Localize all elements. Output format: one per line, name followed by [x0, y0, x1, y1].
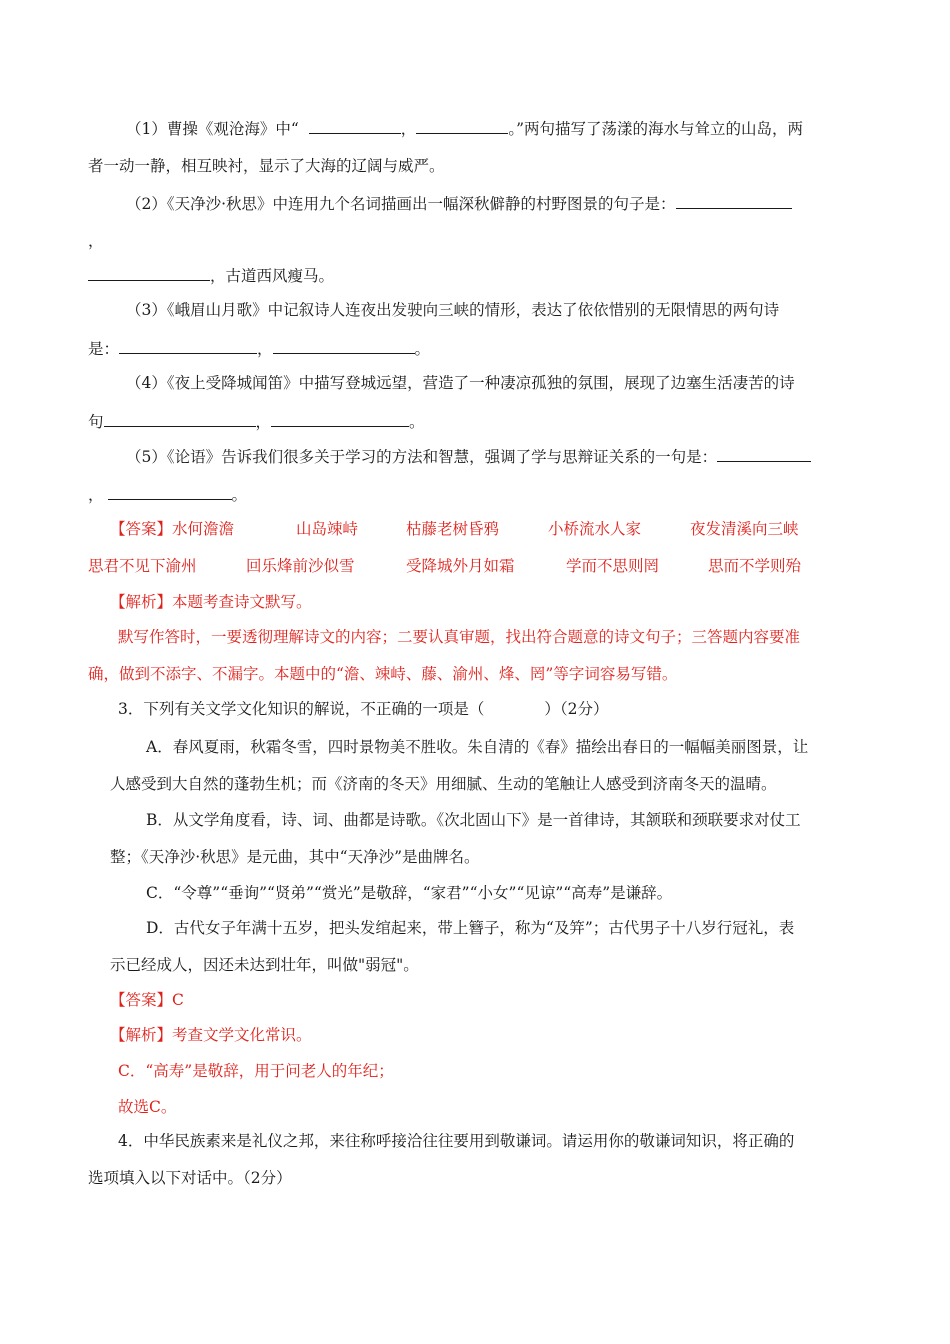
item5-line1 [126, 446, 811, 467]
answer-item: 思而不学则殆 [708, 557, 802, 575]
item1-line1 [126, 118, 803, 139]
item3-sep: ， [257, 340, 273, 358]
item1-text-a: （1）曹操《观沧海》中“ [126, 120, 299, 138]
item4-sep: ， [255, 413, 272, 431]
q3-option-d-line2: 示已经成人，因还未达到壮年，叫做"弱冠"。 [110, 956, 419, 974]
answer-blank[interactable] [717, 446, 811, 462]
answer-blank[interactable] [119, 338, 257, 354]
q2-analysis-line2: 确，做到不添字、不漏字。本题中的“澹、竦峙、藤、渝州、烽、罔”等字词容易写错。 [88, 665, 678, 683]
answer-blank[interactable] [108, 484, 232, 500]
item4-text-a: 句 [88, 413, 104, 431]
answer-item: 小桥流水人家 [548, 520, 642, 538]
answer-blank[interactable] [104, 411, 256, 427]
analysis-text: 考查文学文化常识。 [172, 1026, 312, 1044]
item2-text-end: ，古道西风瘦马。 [210, 267, 335, 285]
answer-blank[interactable] [271, 411, 409, 427]
analysis-label: 【解析】 [110, 593, 173, 611]
answer-item: 山岛竦峙 [296, 520, 359, 538]
q3-answer [110, 990, 184, 1010]
answer-blank[interactable] [88, 265, 210, 281]
q3-analysis-line1: C．“高寿”是敬辞，用于问老人的年纪； [118, 1062, 394, 1080]
item3-line1: （3）《峨眉山月歌》中记叙诗人连夜出发驶向三峡的情形，表达了依依惜别的无限情思的两句诗 [126, 301, 780, 319]
q2-analysis [110, 592, 312, 612]
answer-item: 枯藤老树昏鸦 [406, 520, 500, 538]
answer-item: 受降城外月如霜 [406, 557, 515, 575]
item2-text: （2）《天净沙·秋思》中连用九个名词描画出一幅深秋僻静的村野图景的句子是： [126, 195, 676, 213]
item4-line1: （4）《夜上受降城闻笛》中描写登城远望，营造了一种凄凉孤独的氛围，展现了边塞生活凄苦的诗 [126, 374, 795, 392]
item2-line2: ， [88, 232, 104, 250]
analysis-text: 本题考查诗文默写。 [172, 593, 312, 611]
item1-text-b: 。”两句描写了荡漾的海水与耸立的山岛，两 [508, 120, 803, 138]
answer-blank[interactable] [676, 193, 792, 209]
answer-label: 【答案】 [110, 991, 173, 1009]
item3-line2 [88, 338, 430, 359]
q2-analysis-line1: 默写作答时，一要透彻理解诗文的内容；二要认真审题，找出符合题意的诗文句子；三答题内容要准 [118, 628, 801, 646]
answer-item: 回乐烽前沙似雪 [246, 557, 355, 575]
q4-line2: 选项填入以下对话中。（2分） [88, 1169, 292, 1187]
answer-label: 【答案】 [110, 520, 173, 538]
answer-blank[interactable] [416, 118, 508, 134]
item4-line2 [88, 411, 425, 432]
analysis-label: 【解析】 [110, 1026, 173, 1044]
item2-line3 [88, 265, 334, 286]
item5-text: （5）《论语》告诉我们很多关于学习的方法和智慧，强调了学与思辩证关系的一句是： [126, 448, 718, 466]
answer-item: 学而不思则罔 [566, 557, 660, 575]
item4-end: 。 [409, 413, 425, 431]
answer-item: 水何澹澹 [172, 520, 235, 538]
item5-text-a: ， [88, 486, 104, 504]
answer-blank[interactable] [309, 118, 401, 134]
q3-analysis [110, 1025, 312, 1045]
item3-text-a: 是： [88, 340, 120, 358]
item2-line1 [126, 193, 792, 214]
item3-end: 。 [414, 340, 431, 358]
answer-item: 思君不见下渝州 [88, 557, 197, 575]
item5-line2 [88, 484, 247, 505]
q3-option-b-line2: 整；《天净沙·秋思》是元曲，其中“天净沙”是曲牌名。 [110, 848, 480, 866]
item1-sep: ， [400, 120, 417, 138]
q2-answer-row1 [110, 519, 234, 539]
q3-stem-text: 3．下列有关文学文化知识的解说，不正确的一项是（ [118, 700, 485, 718]
q4-line1: 4．中华民族素来是礼仪之邦，来往称呼接洽往往要用到敬谦词。请运用你的敬谦词知识，将正确的 [118, 1132, 795, 1150]
item5-end: 。 [231, 486, 248, 504]
answer-blank[interactable] [273, 338, 415, 354]
item1-line2: 者一动一静，相互映衬，显示了大海的辽阔与威严。 [88, 157, 445, 175]
q3-option-a-line1: A．春风夏雨，秋霜冬雪，四时景物美不胜收。朱自清的《春》描绘出春日的一幅幅美丽图景，让 [146, 738, 809, 756]
q3-analysis-line2: 故选C。 [118, 1098, 177, 1116]
answer-item: 夜发清溪向三峡 [690, 520, 799, 538]
q3-option-a-line2: 人感受到大自然的蓬勃生机；而《济南的冬天》用细腻、生动的笔触让人感受到济南冬天的温晴。 [110, 775, 777, 793]
q3-option-d-line1: D．古代女子年满十五岁，把头发绾起来，带上簪子，称为“及笄”；古代男子十八岁行冠礼，表 [146, 919, 795, 937]
q3-stem [118, 699, 609, 719]
q3-option-c: C．“令尊”“垂询”“贤弟”“赏光”是敬辞，“家君”“小女”“见谅”“高寿”是谦辞。 [146, 884, 673, 902]
q3-option-b-line1: B．从文学角度看，诗、词、曲都是诗歌。《次北固山下》是一首律诗，其颔联和颈联要求对仗工 [146, 811, 801, 829]
q3-stem-score: ）（2分） [544, 700, 609, 718]
answer-value: C [172, 991, 184, 1009]
